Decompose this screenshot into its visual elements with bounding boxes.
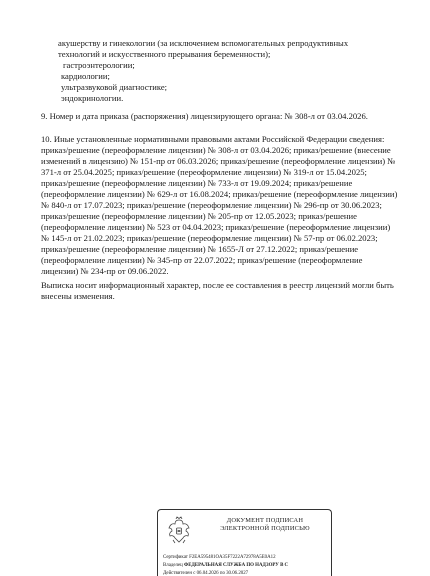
owner-label: Владелец [163, 563, 183, 568]
stamp-title-line: ЭЛЕКТРОННОЙ ПОДПИСЬЮ [220, 525, 310, 532]
stamp-title-line: ДОКУМЕНТ ПОДПИСАН [226, 517, 304, 524]
section-10-line: 371-л от 25.04.2025; приказ/решение (переоформление лицензии) № 319-л от 15.04.2025; [41, 167, 367, 177]
section-10-line: № 840-л от 17.07.2023; приказ/решение (переоформление лицензии) № 296-пр от 30.06.2023; [41, 200, 382, 210]
section-10-line: приказ/решение (переоформление лицензии) № 1655-Л от 27.12.2022; приказ/решение [41, 244, 359, 254]
owner-value: ФЕДЕРАЛЬНАЯ СЛУЖБА ПО НАДЗОРУ В С [184, 563, 289, 568]
russian-coat-of-arms-icon [166, 516, 192, 546]
electronic-signature-stamp [157, 509, 332, 576]
list-item-line: акушерству и гинекологии (за исключением вспомогательных репродуктивных [58, 38, 349, 48]
list-item-line: технологий и искусственного прерывания беременности); [58, 49, 271, 59]
section-10-line: лицензии) № 234-пр от 09.06.2022. [41, 266, 169, 276]
stamp-certificate [163, 555, 276, 561]
stamp-owner [163, 563, 288, 569]
stamp-title [200, 517, 330, 533]
list-item-line: ультразвуковой диагностике; [61, 82, 168, 92]
section-10-line: приказ/решение (переоформление лицензии) № 308-л от 03.04.2026; приказ/решение (внесение [41, 145, 391, 155]
section-9: 9. Номер и дата приказа (распоряжения) лицензирующего органа: № 308-л от 03.04.2026. [41, 111, 368, 121]
valid-label: Действителен [163, 571, 192, 576]
section-10-line: приказ/решение (переоформление лицензии) № 205-пр от 12.05.2023; приказ/решение [41, 211, 357, 221]
section-10-line: (переоформление лицензии) № 345-пр от 22.07.2022; приказ/решение (переоформление [41, 255, 363, 265]
section-10-line: (переоформление лицензии) № 523 от 04.04.2023; приказ/решение (переоформление лицензии) [41, 222, 391, 232]
certificate-label: Сертификат [163, 555, 188, 560]
list-item-line: гастроэнтерологии; [63, 60, 135, 70]
list-item-line: кардиологии; [61, 71, 110, 81]
section-10-line: 10. Иные установленные нормативными правовыми актами Российской Федерации сведения: [41, 134, 385, 144]
stamp-validity [163, 571, 248, 576]
list-item-line: эндокринологии. [61, 93, 124, 103]
section-10-line: изменений в лицензию) № 151-пр от 06.03.2026; приказ/решение (переоформление лицензии) № [41, 156, 396, 166]
section-10-line: (переоформление лицензии) № 629-л от 16.08.2024; приказ/решение (переоформление лицензии) [41, 189, 398, 199]
section-10-line: № 145-л от 21.02.2023; приказ/решение (переоформление лицензии) № 57-пр от 06.02.2023; [41, 233, 378, 243]
disclaimer-line: внесены изменения. [41, 291, 115, 301]
disclaimer-line: Выписка носит информационный характер, после ее составления в реестр лицензий могли быть [41, 280, 394, 290]
certificate-value: F2EA595481OA35F7222A72978A5E0A12 [189, 555, 276, 560]
section-10-line: приказ/решение (переоформление лицензии) № 733-л от 19.09.2024; приказ/решение [41, 178, 353, 188]
valid-value: с 06.04.2026 по 30.06.2027 [193, 571, 249, 576]
